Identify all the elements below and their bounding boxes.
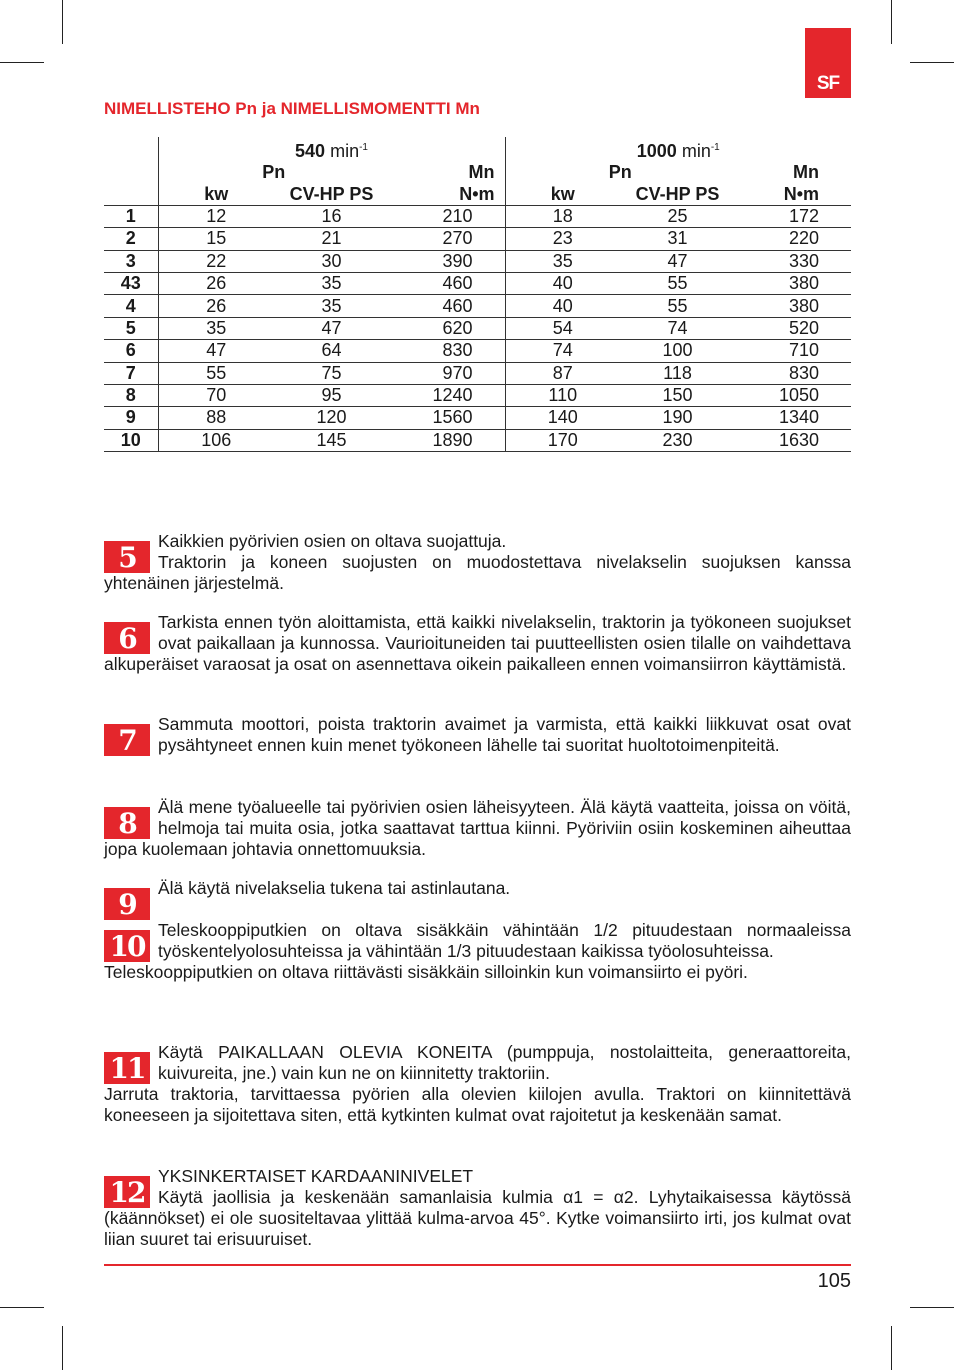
table-cell: 172 <box>735 205 851 227</box>
item-text: Sammuta moottori, poista traktorin avaimet ja varmista, että kaikki liikkuvat osat ovat pysähtyneet ennen kuin menet työkoneen lähelle tai suoritat huoltotoimenpiteitä. <box>158 714 851 755</box>
footer-rule <box>104 1264 851 1266</box>
table-cell: 1240 <box>389 384 505 406</box>
crop-mark <box>891 1326 892 1370</box>
row-number: 3 <box>104 250 158 272</box>
table-row <box>104 317 851 339</box>
table-cell: 110 <box>505 384 620 406</box>
table-cell: 16 <box>274 205 389 227</box>
table-cell: 140 <box>505 407 620 429</box>
row-number: 43 <box>104 272 158 294</box>
table-cell: 106 <box>158 429 274 451</box>
item-text: Tarkista ennen työn aloittamista, että kaikki nivelakselin, traktorin ja työkoneen suojukset ovat paikallaan ja kunnossa. Vaurioituneiden tai puutteellisten osien tilalle on vaihdettava alkuperäiset varaosat ja osat on asennettava oikein paikalleen ennen voimansiirron käyttämistä. <box>104 612 851 674</box>
row-number: 4 <box>104 295 158 317</box>
table-cell: 390 <box>389 250 505 272</box>
table-cell: 120 <box>274 407 389 429</box>
table-row <box>104 340 851 362</box>
table-cell: 460 <box>389 272 505 294</box>
item-text: Traktorin ja koneen suojusten on muodostettava nivelakselin suojuksen kanssa yhtenäinen järjestelmä. <box>104 552 851 593</box>
item-text: Käytä PAIKALLAAN OLEVIA KONEITA (pumppuja, nostolaitteita, generaattoreita, kuivureita, jne.) vain kun ne on kiinnitetty traktoriin. <box>158 1042 851 1083</box>
table-cell: 54 <box>505 317 620 339</box>
table-cell: 40 <box>505 272 620 294</box>
row-number: 7 <box>104 362 158 384</box>
table-row <box>104 205 851 227</box>
table-cell: 620 <box>389 317 505 339</box>
table-cell: 25 <box>620 205 735 227</box>
safety-item-5 <box>104 531 851 594</box>
item-text: YKSINKERTAISET KARDAANINIVELET <box>158 1166 474 1186</box>
pn-header: Pn <box>505 162 735 183</box>
safety-item-6 <box>104 612 851 675</box>
mn-header: Mn <box>468 162 495 183</box>
crop-mark <box>62 0 63 44</box>
crop-mark <box>62 1326 63 1370</box>
crop-mark <box>0 62 44 63</box>
mn-header: Mn <box>793 162 820 183</box>
cvhp-header: CV-HP PS <box>635 183 720 204</box>
table-cell: 1630 <box>735 429 851 451</box>
table-cell: 23 <box>505 228 620 250</box>
crop-mark <box>910 62 954 63</box>
item-number-badge: 8 <box>104 807 150 839</box>
row-number: 2 <box>104 228 158 250</box>
row-number: 5 <box>104 317 158 339</box>
table-cell: 31 <box>620 228 735 250</box>
table-cell: 74 <box>505 340 620 362</box>
item-text: Teleskooppiputkien on oltava riittävästi sisäkkäin silloinkin kun voimansiirto ei pyöri. <box>104 962 748 982</box>
table-cell: 26 <box>158 272 274 294</box>
page-number: 105 <box>817 1270 851 1292</box>
table-cell: 47 <box>274 317 389 339</box>
table-cell: 118 <box>620 362 735 384</box>
item-number-badge: 11 <box>104 1052 150 1084</box>
table-cell: 35 <box>274 272 389 294</box>
table-cell: 710 <box>735 340 851 362</box>
row-number: 1 <box>104 205 158 227</box>
table-cell: 270 <box>389 228 505 250</box>
nm-header: N•m <box>459 183 495 204</box>
power-torque-table <box>104 137 851 452</box>
item-number-badge: 10 <box>104 930 150 962</box>
table-cell: 64 <box>274 340 389 362</box>
table-cell: 330 <box>735 250 851 272</box>
table-cell: 35 <box>505 250 620 272</box>
item-number-badge: 9 <box>104 888 150 920</box>
table-cell: 100 <box>620 340 735 362</box>
table-cell: 75 <box>274 362 389 384</box>
language-badge: SF <box>805 28 851 98</box>
table-cell: 230 <box>620 429 735 451</box>
item-text: Kaikkien pyörivien osien on oltava suojattuja. <box>158 531 507 551</box>
table-row <box>104 407 851 429</box>
table-cell: 35 <box>274 295 389 317</box>
item-number-badge: 12 <box>104 1176 150 1208</box>
table-cell: 380 <box>735 295 851 317</box>
table-row <box>104 228 851 250</box>
table-cell: 47 <box>158 340 274 362</box>
nm-header: N•m <box>783 183 820 204</box>
table-cell: 21 <box>274 228 389 250</box>
table-cell: 830 <box>389 340 505 362</box>
table-cell: 190 <box>620 407 735 429</box>
table-cell: 1560 <box>389 407 505 429</box>
crop-mark <box>891 0 892 44</box>
table-cell: 87 <box>505 362 620 384</box>
table-cell: 220 <box>735 228 851 250</box>
pn-header: Pn <box>158 162 389 183</box>
speed-1000-header: 1000 $\min^{-1}$ <box>505 137 851 162</box>
kw-header: kw <box>158 183 274 205</box>
table-cell: 88 <box>158 407 274 429</box>
table-cell: 150 <box>620 384 735 406</box>
safety-item-11 <box>104 1042 851 1126</box>
table-cell: 170 <box>505 429 620 451</box>
table-cell: 18 <box>505 205 620 227</box>
table-row <box>104 295 851 317</box>
safety-item-10 <box>104 920 851 983</box>
table-cell: 40 <box>505 295 620 317</box>
speed-540-header: 540 $\min^{-1}$ <box>158 137 505 162</box>
table-cell: 22 <box>158 250 274 272</box>
item-number-badge: 5 <box>104 541 150 573</box>
row-number: 6 <box>104 340 158 362</box>
row-number: 9 <box>104 407 158 429</box>
table-row <box>104 250 851 272</box>
table-row <box>104 429 851 451</box>
table-cell: 47 <box>620 250 735 272</box>
table-cell: 830 <box>735 362 851 384</box>
table-row <box>104 272 851 294</box>
item-text: Teleskooppiputkien on oltava sisäkkäin vähintään 1/2 pituudestaan normaaleissa työskentelyolosuhteissa ja vähintään 1/3 pituudestaan kaikissa työolosuhteissa. <box>158 920 851 961</box>
table-row <box>104 384 851 406</box>
table-row <box>104 362 851 384</box>
kw-header: kw <box>505 183 620 205</box>
item-number-badge: 7 <box>104 724 150 756</box>
safety-item-12 <box>104 1166 851 1250</box>
table-cell: 26 <box>158 295 274 317</box>
table-cell: 12 <box>158 205 274 227</box>
item-text: Jarruta traktoria, tarvittaessa pyörien alla olevien kiilojen avulla. Traktori on kiinnitettävä koneeseen ja sijoitettava siten, että kytkinten kulmat ovat rajoitetut ja keskenään samat. <box>104 1084 851 1125</box>
table-cell: 1340 <box>735 407 851 429</box>
table-cell: 1050 <box>735 384 851 406</box>
row-number: 8 <box>104 384 158 406</box>
item-text: Älä mene työalueelle tai pyörivien osien läheisyyteen. Älä käytä vaatteita, joissa on vöitä, helmoja tai muita osia, jotka saattavat tarttua kiinni. Pyöriviin osiin koskeminen aiheuttaa jopa kuolemaan johtavia onnettomuuksia. <box>104 797 851 859</box>
safety-item-7 <box>104 714 851 756</box>
safety-item-9 <box>104 878 851 920</box>
item-number-badge: 6 <box>104 622 150 654</box>
table-cell: 95 <box>274 384 389 406</box>
cvhp-header: CV-HP PS <box>289 183 374 204</box>
table-cell: 380 <box>735 272 851 294</box>
crop-mark <box>0 1307 44 1308</box>
table-cell: 1890 <box>389 429 505 451</box>
safety-item-8 <box>104 797 851 860</box>
table-cell: 55 <box>620 295 735 317</box>
table-cell: 145 <box>274 429 389 451</box>
crop-mark <box>910 1307 954 1308</box>
table-cell: 30 <box>274 250 389 272</box>
item-text: Älä käytä nivelakselia tukena tai astinlautana. <box>158 878 511 898</box>
table-cell: 70 <box>158 384 274 406</box>
table-cell: 970 <box>389 362 505 384</box>
table-cell: 55 <box>620 272 735 294</box>
section-title: NIMELLISTEHO Pn ja NIMELLISMOMENTTI Mn <box>104 99 480 118</box>
table-cell: 210 <box>389 205 505 227</box>
table-cell: 460 <box>389 295 505 317</box>
row-number: 10 <box>104 429 158 451</box>
item-text: Käytä jaollisia ja keskenään samanlaisia kulmia α1 = α2. Lyhytaikaisessa käytössä (käännökset) ei ole suositeltavaa ylittää kulma-arvoa 45°. Kytke voimansiirto irti, jos kulmat ovat liian suuret tai erisuuruiset. <box>104 1187 851 1249</box>
table-cell: 520 <box>735 317 851 339</box>
table-cell: 74 <box>620 317 735 339</box>
table-cell: 55 <box>158 362 274 384</box>
table-cell: 15 <box>158 228 274 250</box>
table-cell: 35 <box>158 317 274 339</box>
